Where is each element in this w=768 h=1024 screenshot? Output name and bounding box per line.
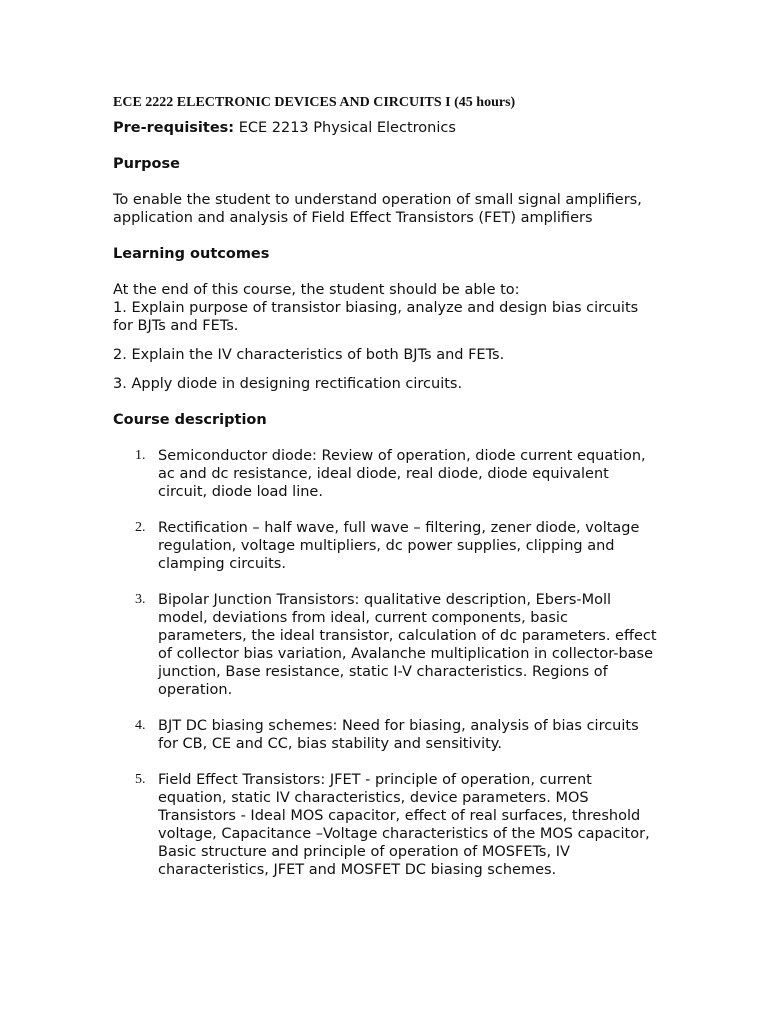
course-description-item — [113, 771, 658, 879]
course-description-list — [113, 447, 658, 879]
item-text: BJT DC biasing schemes: Need for biasing, analysis of bias circuits for CB, CE and CC, bias stability and sensitivity. — [158, 718, 639, 752]
purpose-text: To enable the student to understand operation of small signal amplifiers, application and analysis of Field Effect Transistors (FET) amplifiers — [113, 192, 642, 226]
course-description-item — [113, 717, 658, 753]
document-page — [113, 94, 658, 897]
learning-outcomes-heading: Learning outcomes — [113, 246, 270, 262]
course-description-item — [113, 519, 658, 573]
item-text: Bipolar Junction Transistors: qualitative description, Ebers-Moll model, deviations from ideal, current components, basic parameters, the ideal transistor, calculation of dc parameters. effect of collector bias variation, Avalanche multiplication in collector-base junction, Base resistance, static I-V characteristics. Regions of operation. — [158, 592, 657, 698]
prerequisites-value: ECE 2213 Physical Electronics — [238, 120, 456, 136]
learning-outcome-item: 3. Apply diode in designing rectification circuits. — [113, 376, 463, 392]
item-number: 3. — [135, 592, 146, 607]
learning-outcome-item: 1. Explain purpose of transistor biasing, analyze and design bias circuits for BJTs and FETs. — [113, 300, 639, 334]
item-number: 5. — [135, 772, 146, 787]
course-description-heading: Course description — [113, 412, 267, 428]
item-number: 2. — [135, 520, 146, 535]
course-description-item — [113, 447, 658, 501]
prerequisites-label: Pre-requisites: — [113, 120, 235, 136]
item-number: 4. — [135, 718, 146, 733]
purpose-heading: Purpose — [113, 156, 180, 172]
item-text: Rectification – half wave, full wave – filtering, zener diode, voltage regulation, voltage multipliers, dc power supplies, clipping and clamping circuits. — [158, 520, 640, 572]
item-text: Field Effect Transistors: JFET - principle of operation, current equation, static IV characteristics, device parameters. MOS Transistors - Ideal MOS capacitor, effect of real surfaces, threshold voltage, Capacitance –Voltage characteristics of the MOS capacitor, Basic structure and principle of operation of MOSFETs, IV characteristics, JFET and MOSFET DC biasing schemes. — [158, 772, 650, 878]
prerequisites-line — [113, 119, 658, 137]
item-number: 1. — [135, 448, 146, 463]
learning-outcome-item: 2. Explain the IV characteristics of both BJTs and FETs. — [113, 347, 505, 363]
learning-outcomes-intro: At the end of this course, the student should be able to: — [113, 282, 520, 298]
course-title: ECE 2222 ELECTRONIC DEVICES AND CIRCUITS I (45 hours) — [113, 95, 516, 110]
item-text: Semiconductor diode: Review of operation, diode current equation, ac and dc resistance, ideal diode, real diode, diode equivalent circuit, diode load line. — [158, 448, 646, 500]
course-description-item — [113, 591, 658, 699]
